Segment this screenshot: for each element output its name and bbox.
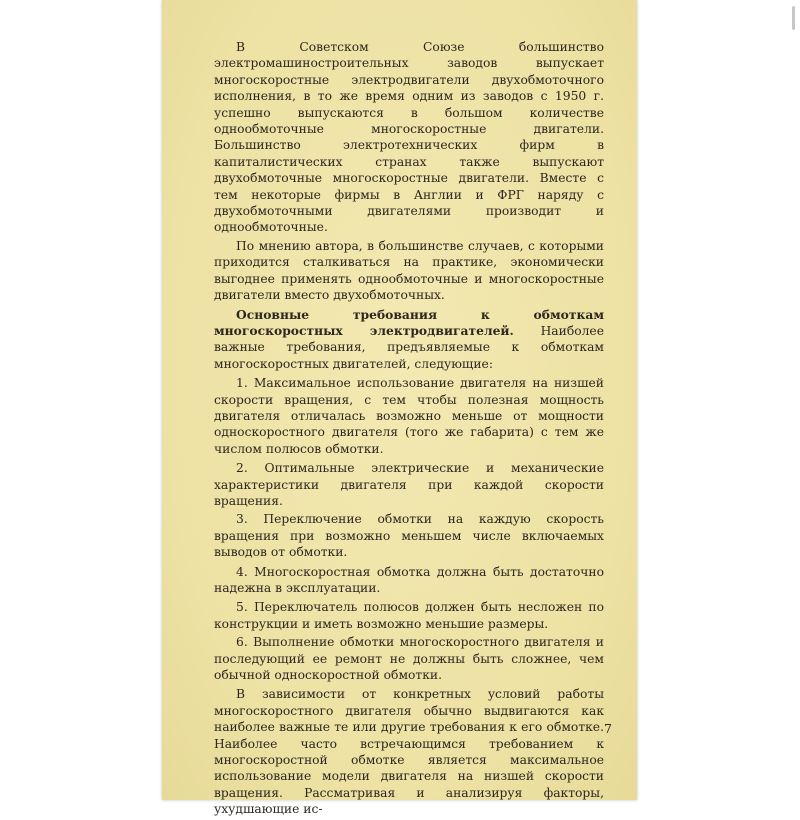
requirement-5: 5. Переключатель полюсов должен быть несложен по конструкции и иметь возможно меньшие размеры. [214,600,604,631]
requirement-4: 4. Многоскоростная обмотка должна быть достаточно надежна в эксплуатации. [214,564,604,595]
section-intro: Наиболее важные требования, предъявляемые к обмоткам многоскоростных двигателей, следующие: [214,323,604,371]
page-text [214,39,604,820]
paragraph-closing: В зависимости от конкретных условий работы многоскоростного двигателя обычно выдвигаются как наиболее важные те или другие требования к его обмотке. Наиболее часто встречающимся требованием к многоскоростной обмотке является максимальное использование модели двигателя на низшей скорости вращения. Рассматривая и анализируя факторы, ухудшающие ис- [214,687,604,817]
section-heading: Основные требования к обмоткам многоскоростных электродвигателей. [214,306,604,338]
page-number: 7 [604,721,612,736]
book-page [162,0,637,817]
requirement-1: 1. Максимальное использование двигателя на низшей скорости вращения, с тем чтобы полезная мощность двигателя отличалась возможно меньше от мощности односкоростного двигателя (того же габарита) с тем же числом полюсов обмотки. [214,376,604,456]
requirement-2: 2. Оптимальные электрические и механические характеристики двигателя при каждой скорости вращения. [214,461,604,508]
scrollbar-thumb[interactable] [792,6,795,30]
requirement-3: 3. Переключение обмотки на каждую скорость вращения при возможно меньшем числе включаемых выводов от обмотки. [214,512,604,560]
requirement-6: 6. Выполнение обмотки многоскоростного двигателя и последующий ее ремонт не должны быть сложнее, чем обычной односкоростной обмотки. [214,635,604,683]
paragraph-intro: В Советском Союзе большинство электромашиностроительных заводов выпускает многоскоростные электродвигатели двухобмоточного исполнения, в то же время одним из заводов с 1950 г. успешно выпускаются в большом количестве однообмоточные многоскоростные двигатели. Большинство электротехнических фирм в капиталистических странах также выпускают двухобмоточные многоскоростные двигатели. Вместе с тем некоторые фирмы в Англии и ФРГ наряду с двухобмоточными двигателями производит и однообмоточные. [214,40,604,235]
section-paragraph [214,307,604,373]
paragraph-opinion: По мнению автора, в большинстве случаев, с которыми приходится сталкиваться на практике, экономически выгоднее применять однообмоточные и многоскоростные двигатели вместо двухобмоточных. [214,238,604,303]
